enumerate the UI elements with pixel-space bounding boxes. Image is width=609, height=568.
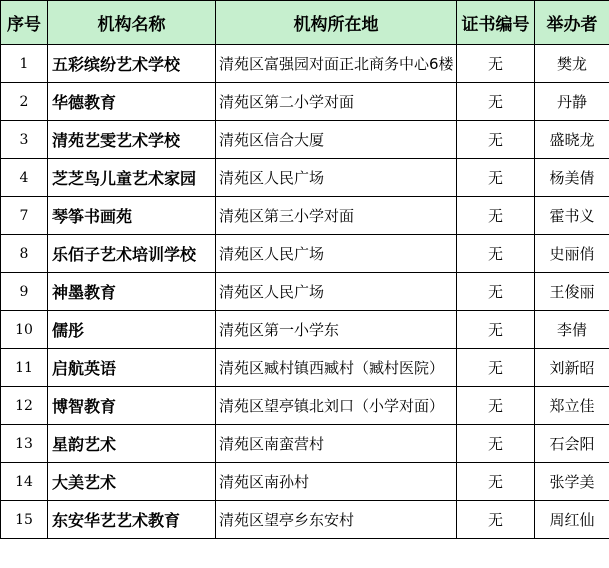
cell-certificate: 无 bbox=[457, 463, 535, 501]
table-row bbox=[1, 349, 609, 387]
cell-certificate: 无 bbox=[457, 273, 535, 311]
cell-address: 清苑区人民广场 bbox=[216, 235, 457, 273]
cell-name: 清苑艺雯艺术学校 bbox=[48, 121, 216, 159]
cell-name: 华德教育 bbox=[48, 83, 216, 121]
cell-address: 清苑区第二小学对面 bbox=[216, 83, 457, 121]
table-row bbox=[1, 425, 609, 463]
table-header-row bbox=[1, 1, 609, 45]
cell-index: 3 bbox=[1, 121, 48, 159]
cell-name: 星韵艺术 bbox=[48, 425, 216, 463]
cell-certificate: 无 bbox=[457, 197, 535, 235]
cell-address: 清苑区南孙村 bbox=[216, 463, 457, 501]
cell-certificate: 无 bbox=[457, 235, 535, 273]
cell-certificate: 无 bbox=[457, 83, 535, 121]
cell-name: 儒彤 bbox=[48, 311, 216, 349]
cell-address: 清苑区第三小学对面 bbox=[216, 197, 457, 235]
cell-certificate: 无 bbox=[457, 45, 535, 83]
cell-index: 8 bbox=[1, 235, 48, 273]
cell-organizer: 霍书义 bbox=[535, 197, 609, 235]
table-row bbox=[1, 463, 609, 501]
cell-index: 13 bbox=[1, 425, 48, 463]
cell-name: 芝芝鸟儿童艺术家园 bbox=[48, 159, 216, 197]
cell-address: 清苑区信合大厦 bbox=[216, 121, 457, 159]
cell-organizer: 盛晓龙 bbox=[535, 121, 609, 159]
cell-name: 启航英语 bbox=[48, 349, 216, 387]
cell-organizer: 张学美 bbox=[535, 463, 609, 501]
cell-organizer: 樊龙 bbox=[535, 45, 609, 83]
table-row bbox=[1, 311, 609, 349]
cell-index: 7 bbox=[1, 197, 48, 235]
cell-index: 9 bbox=[1, 273, 48, 311]
cell-address: 清苑区望亭乡东安村 bbox=[216, 501, 457, 539]
cell-certificate: 无 bbox=[457, 121, 535, 159]
cell-address: 清苑区南蛮营村 bbox=[216, 425, 457, 463]
cell-index: 14 bbox=[1, 463, 48, 501]
cell-name: 大美艺术 bbox=[48, 463, 216, 501]
cell-address: 清苑区人民广场 bbox=[216, 273, 457, 311]
cell-index: 11 bbox=[1, 349, 48, 387]
header-certificate: 证书编号 bbox=[457, 1, 535, 45]
cell-index: 10 bbox=[1, 311, 48, 349]
cell-index: 12 bbox=[1, 387, 48, 425]
cell-index: 15 bbox=[1, 501, 48, 539]
header-index: 序号 bbox=[1, 1, 48, 45]
cell-organizer: 石会阳 bbox=[535, 425, 609, 463]
table-row bbox=[1, 45, 609, 83]
table-body bbox=[1, 45, 609, 539]
cell-organizer: 李倩 bbox=[535, 311, 609, 349]
cell-address: 清苑区富强园对面正北商务中心6楼 bbox=[216, 45, 457, 83]
cell-address: 清苑区人民广场 bbox=[216, 159, 457, 197]
cell-index: 2 bbox=[1, 83, 48, 121]
table-row bbox=[1, 273, 609, 311]
cell-name: 东安华艺艺术教育 bbox=[48, 501, 216, 539]
table-row bbox=[1, 159, 609, 197]
table-row bbox=[1, 121, 609, 159]
cell-index: 1 bbox=[1, 45, 48, 83]
cell-certificate: 无 bbox=[457, 311, 535, 349]
cell-address: 清苑区望亭镇北刘口（小学对面） bbox=[216, 387, 457, 425]
table-row bbox=[1, 501, 609, 539]
cell-organizer: 杨美倩 bbox=[535, 159, 609, 197]
cell-index: 4 bbox=[1, 159, 48, 197]
cell-name: 琴筝书画苑 bbox=[48, 197, 216, 235]
cell-certificate: 无 bbox=[457, 425, 535, 463]
header-address: 机构所在地 bbox=[216, 1, 457, 45]
cell-address: 清苑区臧村镇西臧村（臧村医院） bbox=[216, 349, 457, 387]
cell-name: 神墨教育 bbox=[48, 273, 216, 311]
cell-address: 清苑区第一小学东 bbox=[216, 311, 457, 349]
cell-name: 博智教育 bbox=[48, 387, 216, 425]
table-row bbox=[1, 235, 609, 273]
cell-name: 乐佰子艺术培训学校 bbox=[48, 235, 216, 273]
table-row bbox=[1, 197, 609, 235]
cell-certificate: 无 bbox=[457, 387, 535, 425]
cell-name: 五彩缤纷艺术学校 bbox=[48, 45, 216, 83]
cell-organizer: 郑立佳 bbox=[535, 387, 609, 425]
header-organizer: 举办者 bbox=[535, 1, 609, 45]
cell-organizer: 周红仙 bbox=[535, 501, 609, 539]
table-row bbox=[1, 83, 609, 121]
cell-organizer: 刘新昭 bbox=[535, 349, 609, 387]
cell-organizer: 丹静 bbox=[535, 83, 609, 121]
cell-certificate: 无 bbox=[457, 349, 535, 387]
cell-organizer: 王俊丽 bbox=[535, 273, 609, 311]
cell-certificate: 无 bbox=[457, 501, 535, 539]
table-row bbox=[1, 387, 609, 425]
cell-certificate: 无 bbox=[457, 159, 535, 197]
cell-organizer: 史丽俏 bbox=[535, 235, 609, 273]
header-name: 机构名称 bbox=[48, 1, 216, 45]
